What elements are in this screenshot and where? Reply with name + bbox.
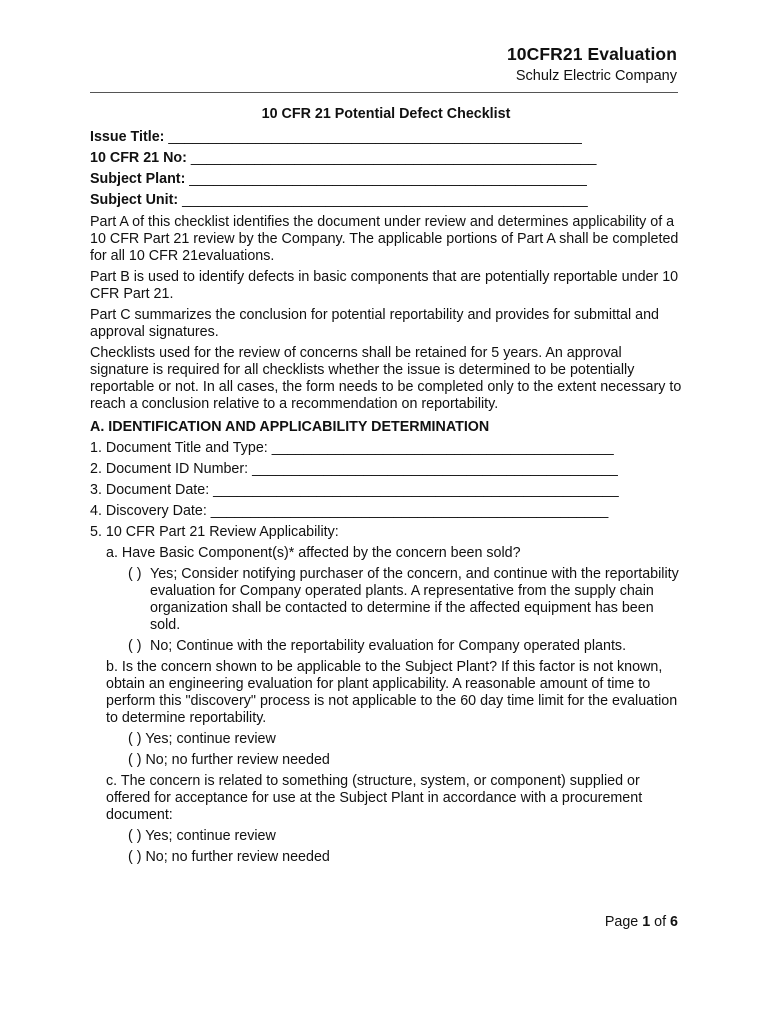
question-c: c. The concern is related to something (structure, system, or component) supplied or offered for acceptance for use at the Subject Plant in accordance with a procurement document: — [106, 773, 643, 823]
paragraph-part-b: Part B is used to identify defects in basic components that are potentially reportable under 10 CFR Part 21. — [90, 269, 679, 302]
field-blank[interactable]: ____________________________________________________ — [164, 129, 582, 145]
field-blank[interactable]: __________________________________________________ — [185, 171, 587, 187]
option-c-yes[interactable]: ( ) Yes; continue review — [128, 828, 276, 844]
option-b-no[interactable]: ( ) No; no further review needed — [128, 752, 330, 768]
item-label: 4. Discovery Date: — [90, 503, 207, 519]
page-of: of — [650, 914, 671, 930]
option-a-no — [90, 638, 682, 655]
item-discovery-date — [90, 503, 682, 524]
item-blank[interactable]: __________________________________________________ — [206, 503, 609, 519]
field-label: Issue Title: — [90, 129, 165, 145]
option-text: No; Continue with the reportability evaluation for Company operated plants. — [150, 638, 627, 654]
field-subject-unit — [90, 192, 682, 213]
header-title: 10CFR21 Evaluation — [506, 44, 677, 64]
option-text: Yes; Consider notifying purchaser of the concern, and continue with the reportability evaluation for Company operated plants. A representative from the supply chain organization shall be contacted to determine if the affected equipment has been sold. — [150, 566, 679, 633]
paragraph-part-c: Part C summarizes the conclusion for potential reportability and provides for submittal and approval signatures. — [90, 307, 659, 340]
field-issue-title — [90, 129, 682, 150]
page-current: 1 — [642, 914, 651, 930]
page-total: 6 — [670, 914, 678, 930]
item-label: 1. Document Title and Type: — [90, 440, 268, 456]
item-blank[interactable]: ___________________________________________________ — [209, 482, 619, 498]
option-a-yes — [90, 566, 682, 634]
field-blank[interactable]: ___________________________________________________ — [186, 150, 597, 166]
item-blank[interactable]: ______________________________________________ — [248, 461, 618, 477]
question-a: a. Have Basic Component(s)* affected by the concern been sold? — [106, 545, 521, 561]
radio-a-no[interactable]: ( ) — [128, 638, 142, 654]
document-body — [90, 106, 682, 870]
item-document-title — [90, 440, 682, 461]
field-label: Subject Unit: — [90, 192, 179, 208]
item-document-date — [90, 482, 682, 503]
option-c-no[interactable]: ( ) No; no further review needed — [128, 849, 330, 865]
field-cfr-number — [90, 150, 682, 171]
header-divider — [90, 92, 678, 93]
field-label: Subject Plant: — [90, 171, 186, 187]
field-label: 10 CFR 21 No: — [90, 150, 187, 166]
document-title: 10 CFR 21 Potential Defect Checklist — [261, 106, 511, 122]
section-a-heading: A. IDENTIFICATION AND APPLICABILITY DETERMINATION — [90, 419, 490, 435]
radio-a-yes[interactable]: ( ) — [128, 566, 142, 582]
item-label: 3. Document Date: — [90, 482, 210, 498]
page-number — [605, 914, 678, 930]
field-subject-plant — [90, 171, 682, 192]
header-company: Schulz Electric Company — [515, 68, 677, 84]
question-b: b. Is the concern shown to be applicable to the Subject Plant? If this factor is not known, obtain an engineering evaluation for plant applicability. A reasonable amount of time to perform this "discovery" process is not applicable to the 60 day time limit for the evaluation to determine reportability. — [106, 659, 678, 726]
paragraph-part-a: Part A of this checklist identifies the document under review and determines applicability of a 10 CFR Part 21 review by the Company. The applicable portions of Part A shall be completed for all 10 CFR 21evaluations. — [90, 214, 679, 264]
page-prefix: Page — [604, 914, 643, 930]
item-label: 2. Document ID Number: — [90, 461, 249, 477]
item-review-applicability: 5. 10 CFR Part 21 Review Applicability: — [90, 524, 339, 540]
paragraph-retention: Checklists used for the review of concerns shall be retained for 5 years. An approval signature is required for all checklists whether the issue is determined to be potentially reportable or not. In all cases, the form needs to be completed only to the extent necessary to reach a conclusion relative to a recommendation on reportability. — [90, 345, 682, 412]
item-document-id — [90, 461, 682, 482]
item-blank[interactable]: ___________________________________________ — [267, 440, 614, 456]
option-b-yes[interactable]: ( ) Yes; continue review — [128, 731, 276, 747]
field-blank[interactable]: ___________________________________________________ — [178, 192, 588, 208]
